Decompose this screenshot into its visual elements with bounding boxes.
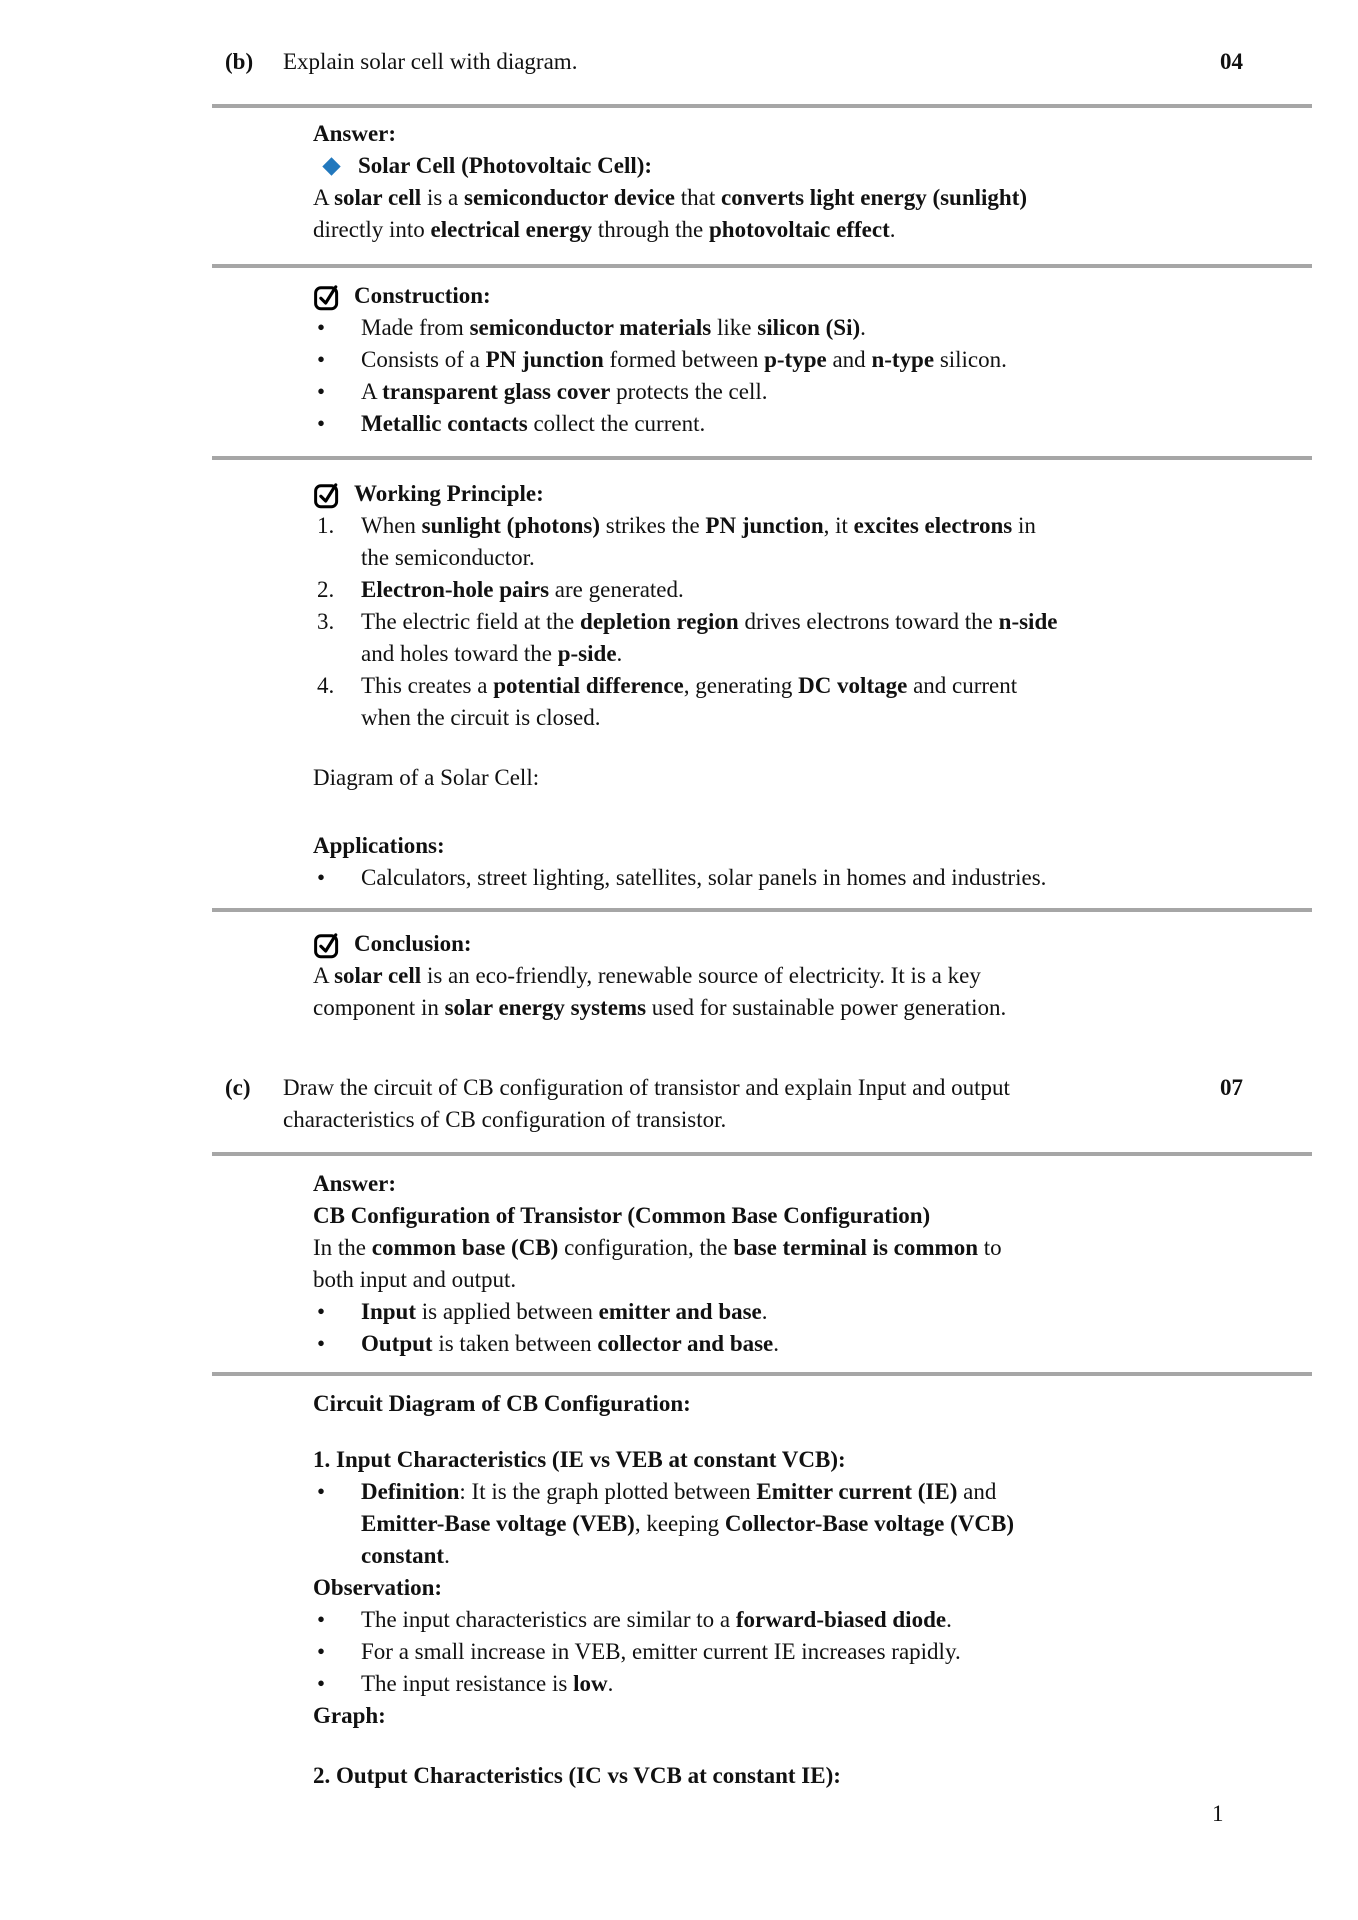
text-line: In the common base (CB) configuration, the base terminal is common to bbox=[313, 1235, 1002, 1260]
list-item-text bbox=[361, 510, 1303, 574]
list-marker: • bbox=[317, 1671, 326, 1696]
solar-cell-heading-row bbox=[313, 150, 1303, 182]
conclusion-paragraph bbox=[313, 960, 1303, 1024]
solar-answer-block bbox=[313, 118, 1303, 246]
answer-label: Answer: bbox=[313, 1171, 397, 1196]
text-line: directly into electrical energy through the photovoltaic effect. bbox=[313, 217, 896, 242]
list-item-text bbox=[361, 344, 1303, 376]
text-line: A transparent glass cover protects the cell. bbox=[361, 379, 768, 404]
list-item bbox=[313, 376, 1303, 408]
text-line: both input and output. bbox=[313, 1267, 517, 1292]
list-item-text bbox=[361, 1328, 1303, 1360]
list-item-text bbox=[361, 1476, 1303, 1572]
text-line: Explain solar cell with diagram. bbox=[283, 49, 578, 74]
list-marker: • bbox=[317, 1639, 326, 1664]
text-line: when the circuit is closed. bbox=[361, 705, 601, 730]
input-characteristics-title: 1. Input Characteristics (IE vs VEB at constant VCB): bbox=[313, 1447, 846, 1472]
list-item bbox=[313, 574, 1303, 606]
list-marker: • bbox=[317, 411, 326, 436]
text-line: A solar cell is a semiconductor device that converts light energy (sunlight) bbox=[313, 185, 1028, 210]
cb-characteristics-section bbox=[313, 1388, 1303, 1792]
solar-intro-paragraph bbox=[313, 182, 1303, 246]
page-number: 1 bbox=[1212, 1801, 1224, 1826]
working-principle-title: Working Principle: bbox=[354, 481, 544, 506]
text-line: The electric field at the depletion region drives electrons toward the n-side bbox=[361, 609, 1058, 634]
construction-title: Construction: bbox=[354, 283, 491, 308]
cb-heading: CB Configuration of Transistor (Common Base Configuration) bbox=[313, 1203, 931, 1228]
section-divider bbox=[212, 104, 1312, 108]
definition-list bbox=[313, 1476, 1303, 1572]
working-principle-list bbox=[313, 510, 1303, 734]
solar-cell-heading: Solar Cell (Photovoltaic Cell): bbox=[358, 153, 653, 178]
list-item-text bbox=[361, 606, 1303, 670]
working-heading-row bbox=[313, 478, 1303, 510]
question-c-label: (c) bbox=[225, 1075, 251, 1100]
text-line: The input resistance is low. bbox=[361, 1671, 614, 1696]
list-item bbox=[313, 408, 1303, 440]
list-marker: • bbox=[317, 1479, 326, 1504]
list-marker: • bbox=[317, 1331, 326, 1356]
answer-label: Answer: bbox=[313, 121, 397, 146]
list-marker: • bbox=[317, 347, 326, 372]
list-item bbox=[313, 670, 1303, 734]
conclusion-section bbox=[313, 928, 1303, 1024]
list-item bbox=[313, 312, 1303, 344]
list-item bbox=[313, 1476, 1303, 1572]
text-line: component in solar energy systems used for sustainable power generation. bbox=[313, 995, 1007, 1020]
checkbox-checked-icon bbox=[313, 282, 341, 311]
cb-answer-block bbox=[313, 1168, 1303, 1360]
question-b-label: (b) bbox=[225, 49, 254, 74]
text-line: and holes toward the p-side. bbox=[361, 641, 623, 666]
list-marker: 2. bbox=[317, 577, 335, 602]
list-item bbox=[313, 1328, 1303, 1360]
list-marker: • bbox=[317, 315, 326, 340]
circuit-diagram-heading: Circuit Diagram of CB Configuration: bbox=[313, 1391, 691, 1416]
list-marker: 4. bbox=[317, 673, 335, 698]
observation-title: Observation: bbox=[313, 1575, 443, 1600]
list-marker: • bbox=[317, 865, 326, 890]
text-line: characteristics of CB configuration of transistor. bbox=[283, 1107, 727, 1132]
list-item bbox=[313, 510, 1303, 574]
text-line: Input is applied between emitter and base. bbox=[361, 1299, 768, 1324]
text-line: Output is taken between collector and base. bbox=[361, 1331, 780, 1356]
text-line: For a small increase in VEB, emitter current IE increases rapidly. bbox=[361, 1639, 961, 1664]
text-line: This creates a potential difference, generating DC voltage and current bbox=[361, 673, 1018, 698]
text-line: the semiconductor. bbox=[361, 545, 535, 570]
section-divider bbox=[212, 1372, 1312, 1376]
list-item-text bbox=[361, 1636, 1303, 1668]
question-b-marks: 04 bbox=[1220, 49, 1243, 74]
construction-section bbox=[313, 280, 1303, 440]
text-line: Made from semiconductor materials like silicon (Si). bbox=[361, 315, 866, 340]
list-item-text bbox=[361, 574, 1303, 606]
construction-list bbox=[313, 312, 1303, 440]
construction-heading-row bbox=[313, 280, 1303, 312]
list-marker: • bbox=[317, 1299, 326, 1324]
text-line: Draw the circuit of CB configuration of transistor and explain Input and output bbox=[283, 1075, 1010, 1100]
cb-intro-paragraph bbox=[313, 1232, 1303, 1296]
question-b-row bbox=[225, 46, 1243, 78]
text-line: When sunlight (photons) strikes the PN junction, it excites electrons in bbox=[361, 513, 1036, 538]
list-item-text bbox=[361, 862, 1303, 894]
list-marker: 1. bbox=[317, 513, 335, 538]
diagram-caption: Diagram of a Solar Cell: bbox=[313, 765, 540, 790]
section-divider bbox=[212, 264, 1312, 268]
text-line: Calculators, street lighting, satellites, solar panels in homes and industries. bbox=[361, 865, 1047, 890]
list-item bbox=[313, 1296, 1303, 1328]
checkbox-checked-icon bbox=[313, 930, 341, 959]
output-characteristics-title: 2. Output Characteristics (IC vs VCB at constant IE): bbox=[313, 1763, 841, 1788]
question-c-marks: 07 bbox=[1220, 1075, 1243, 1100]
text-line: Emitter-Base voltage (VEB), keeping Collector-Base voltage (VCB) bbox=[361, 1511, 1014, 1536]
list-item bbox=[313, 1636, 1303, 1668]
text-line: Definition: It is the graph plotted between Emitter current (IE) and bbox=[361, 1479, 997, 1504]
list-item-text bbox=[361, 1604, 1303, 1636]
observation-list bbox=[313, 1604, 1303, 1700]
list-marker: • bbox=[317, 1607, 326, 1632]
text-line: A solar cell is an eco-friendly, renewable source of electricity. It is a key bbox=[313, 963, 981, 988]
list-item bbox=[313, 862, 1303, 894]
conclusion-title: Conclusion: bbox=[354, 931, 472, 956]
question-c-text bbox=[283, 1072, 1175, 1136]
graph-label: Graph: bbox=[313, 1703, 386, 1728]
list-item-text bbox=[361, 312, 1303, 344]
text-line: constant. bbox=[361, 1543, 450, 1568]
list-item-text bbox=[361, 376, 1303, 408]
list-item-text bbox=[361, 408, 1303, 440]
list-item bbox=[313, 344, 1303, 376]
list-item-text bbox=[361, 670, 1303, 734]
text-line: The input characteristics are similar to a forward-biased diode. bbox=[361, 1607, 952, 1632]
section-divider bbox=[212, 456, 1312, 460]
checkbox-checked-icon bbox=[313, 480, 341, 509]
section-divider bbox=[212, 1152, 1312, 1156]
diamond-icon bbox=[322, 157, 340, 175]
list-marker: 3. bbox=[317, 609, 335, 634]
conclusion-heading-row bbox=[313, 928, 1303, 960]
list-item bbox=[313, 1604, 1303, 1636]
text-line: Electron-hole pairs are generated. bbox=[361, 577, 684, 602]
list-item-text bbox=[361, 1668, 1303, 1700]
list-marker: • bbox=[317, 379, 326, 404]
text-line: Metallic contacts collect the current. bbox=[361, 411, 706, 436]
applications-title: Applications: bbox=[313, 833, 445, 858]
working-principle-section bbox=[313, 478, 1303, 894]
question-c-row bbox=[225, 1072, 1243, 1136]
list-item bbox=[313, 606, 1303, 670]
applications-list bbox=[313, 862, 1303, 894]
question-b-text bbox=[283, 46, 1175, 78]
list-item bbox=[313, 1668, 1303, 1700]
list-item-text bbox=[361, 1296, 1303, 1328]
section-divider bbox=[212, 908, 1312, 912]
cb-points-list bbox=[313, 1296, 1303, 1360]
text-line: Consists of a PN junction formed between p-type and n-type silicon. bbox=[361, 347, 1007, 372]
